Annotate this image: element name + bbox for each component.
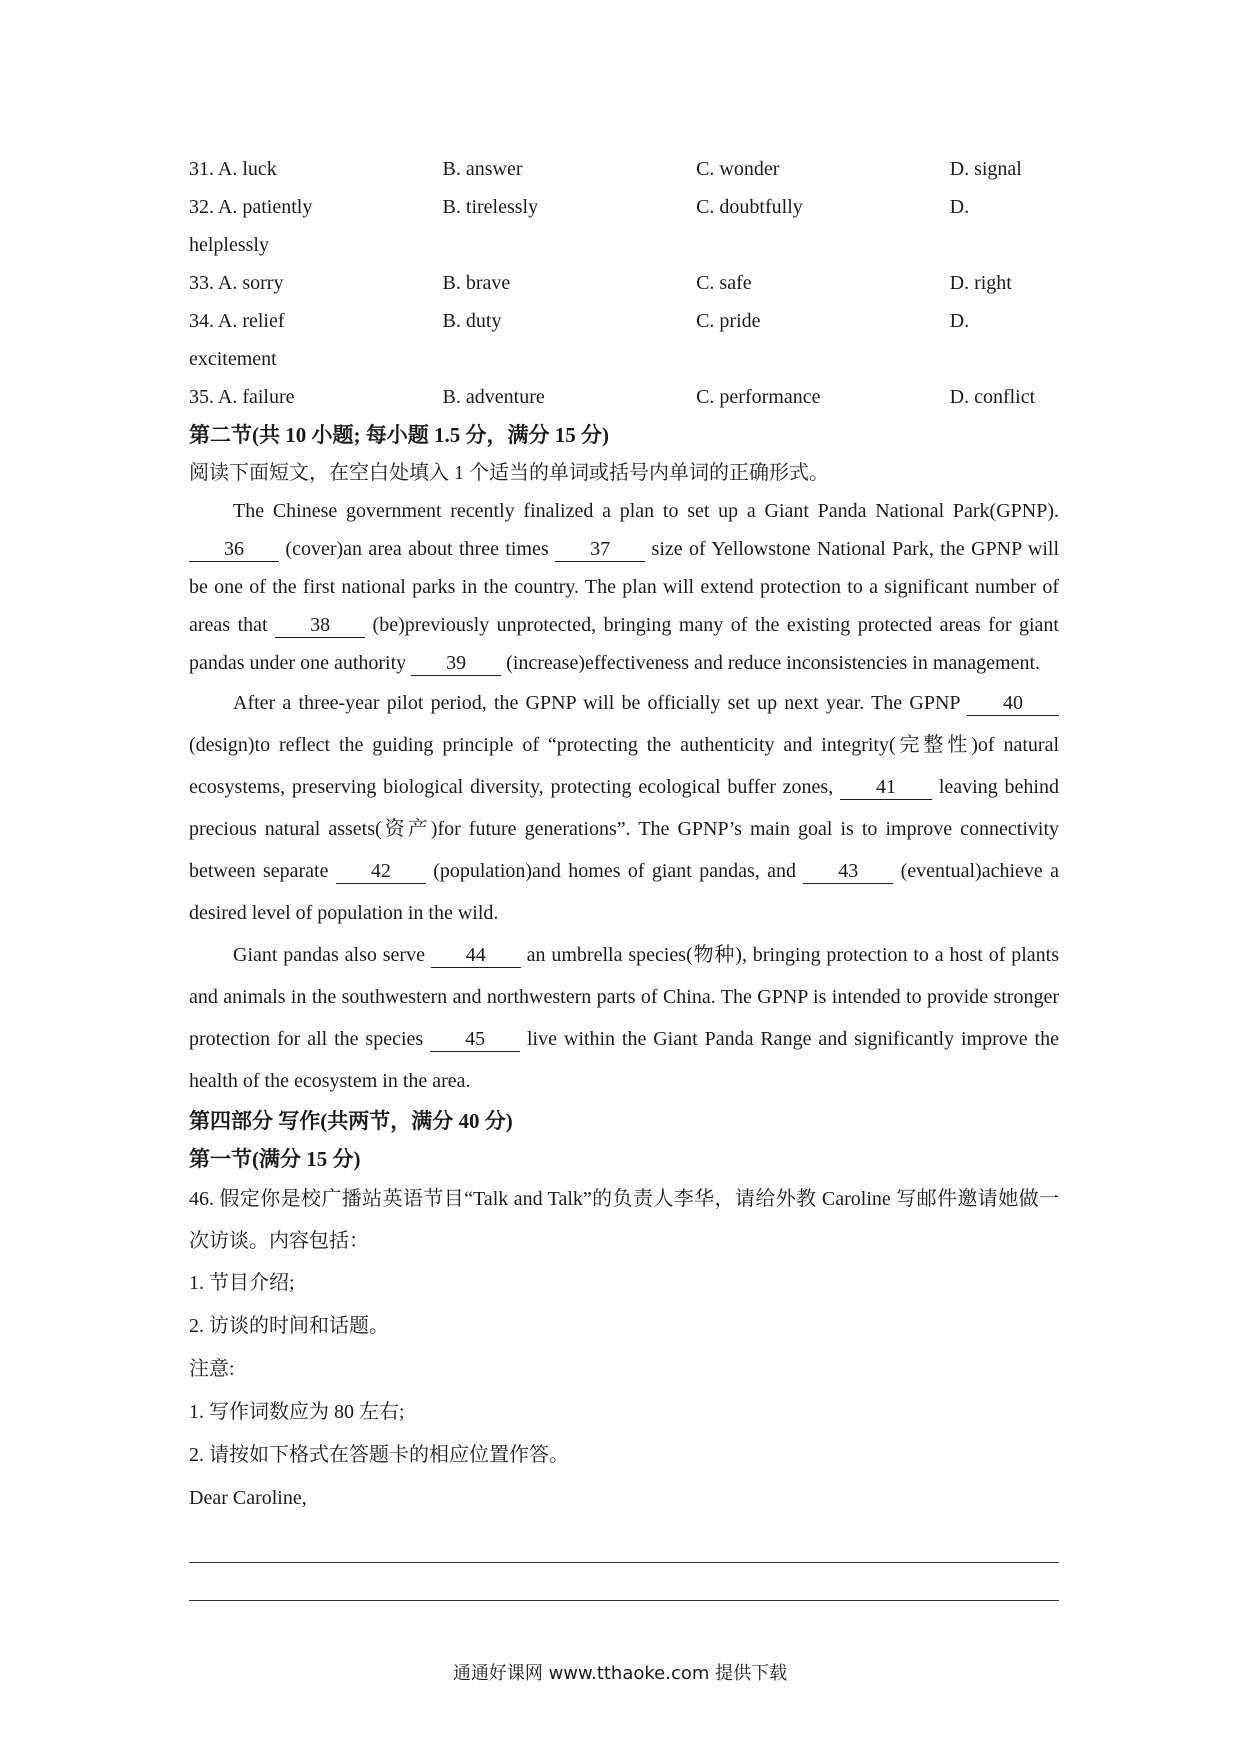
- blank-41: 41: [840, 775, 932, 800]
- option-b: B. brave: [442, 272, 511, 294]
- page-content: [189, 150, 1059, 1520]
- option-b: B. adventure: [442, 386, 545, 408]
- footer-text: 通通好课网 www.tthaoke.com 提供下载: [452, 1663, 788, 1684]
- option-b: B. answer: [442, 158, 523, 180]
- note-label: 注意:: [189, 1358, 235, 1380]
- option-d: D. conflict: [949, 386, 1036, 408]
- section-heading: 第二节(共 10 小题; 每小题 1.5 分，满分 15 分): [189, 423, 609, 447]
- option-row-35: [189, 378, 1059, 416]
- option-a: 34. A. relief: [189, 310, 285, 332]
- passage-paragraph-2: [189, 682, 1059, 934]
- option-c: C. performance: [696, 386, 821, 408]
- option-d-wrap: helplessly: [189, 234, 269, 256]
- blank-44: 44: [431, 943, 521, 968]
- option-row-34: [189, 302, 1059, 340]
- option-row-31: [189, 150, 1059, 188]
- option-a: 32. A. patiently: [189, 196, 313, 218]
- option-d-wrap: excitement: [189, 348, 277, 370]
- option-d: D. right: [949, 272, 1012, 294]
- note-item: 2. 请按如下格式在答题卡的相应位置作答。: [189, 1444, 569, 1466]
- blank-37: 37: [555, 537, 645, 562]
- blank-45: 45: [430, 1027, 520, 1052]
- passage-text: (increase)effectiveness and reduce inconsistencies in management.: [501, 652, 1041, 674]
- blank-43: 43: [803, 859, 893, 884]
- passage-text: (population)and homes of giant pandas, and: [425, 860, 804, 882]
- passage-paragraph-1: [189, 492, 1059, 682]
- answer-line: [189, 1600, 1059, 1601]
- content-item: 1. 节目介绍;: [189, 1272, 295, 1294]
- blank-40: 40: [967, 691, 1059, 716]
- option-c: C. doubtfully: [696, 196, 803, 218]
- passage-text: leaving behind precious natural assets(资产)for future generations”. The GPNP’s main goal is to improve connectivity between separate: [189, 776, 1059, 882]
- option-a: 35. A. failure: [189, 386, 295, 408]
- passage-paragraph-3: [189, 934, 1059, 1102]
- blank-38: 38: [275, 613, 365, 638]
- option-b: B. tirelessly: [442, 196, 539, 218]
- blank-42: 42: [336, 859, 426, 884]
- passage-text: (eventual)achieve a desired level of population in the wild.: [189, 860, 1059, 924]
- option-a: 33. A. sorry: [189, 272, 284, 294]
- passage-text: The Chinese government recently finalized a plan to set up a Giant Panda National Park(GPNP).: [233, 500, 1059, 522]
- passage-text: (be)previously unprotected, bringing many of the existing protected areas for giant pandas under one authority: [189, 614, 1059, 674]
- blank-36: 36: [189, 537, 279, 562]
- option-d: D.: [949, 310, 970, 332]
- option-b: B. duty: [442, 310, 502, 332]
- option-c: C. wonder: [696, 158, 780, 180]
- note-item: 1. 写作词数应为 80 左右;: [189, 1401, 405, 1423]
- blank-39: 39: [411, 651, 501, 676]
- letter-greeting: Dear Caroline,: [189, 1487, 307, 1509]
- question-46: 46. 假定你是校广播站英语节目“Talk and Talk”的负责人李华，请给外教 Caroline 写邮件邀请她做一次访谈。内容包括：: [189, 1188, 1059, 1252]
- passage-text: (cover)an area about three times: [279, 538, 556, 560]
- passage-text: Giant pandas also serve: [233, 944, 431, 966]
- passage-text: (design)to reflect the guiding principle of “protecting the authenticity and integrity(完整性)of natural ecosystems, preserving biological diversity, protecting ecological buffer zones,: [189, 734, 1059, 798]
- option-a: 31. A. luck: [189, 158, 277, 180]
- content-item: 2. 访谈的时间和话题。: [189, 1315, 389, 1337]
- option-d: D. signal: [949, 158, 1022, 180]
- section-instruction: 阅读下面短文，在空白处填入 1 个适当的单词或括号内单词的正确形式。: [189, 462, 829, 484]
- option-c: C. pride: [696, 310, 761, 332]
- passage-text: an umbrella species(物种), bringing protection to a host of plants and animals in the southwestern and northwestern parts of China. The GPNP is intended to provide stronger protection for all the species: [189, 944, 1059, 1050]
- option-c: C. safe: [696, 272, 752, 294]
- option-row-32: [189, 188, 1059, 226]
- option-row-33: [189, 264, 1059, 302]
- sub-heading: 第一节(满分 15 分): [189, 1147, 361, 1171]
- passage-text: live within the Giant Panda Range and significantly improve the health of the ecosystem in the area.: [189, 1028, 1059, 1092]
- answer-line: [189, 1562, 1059, 1563]
- passage-text: size of Yellowstone National Park, the GPNP will be one of the first national parks in the country. The plan will extend protection to a significant number of areas that: [189, 538, 1059, 636]
- passage-text: After a three-year pilot period, the GPNP will be officially set up next year. The GPNP: [233, 692, 967, 714]
- option-d: D.: [949, 196, 970, 218]
- part-heading: 第四部分 写作(共两节，满分 40 分): [189, 1109, 513, 1133]
